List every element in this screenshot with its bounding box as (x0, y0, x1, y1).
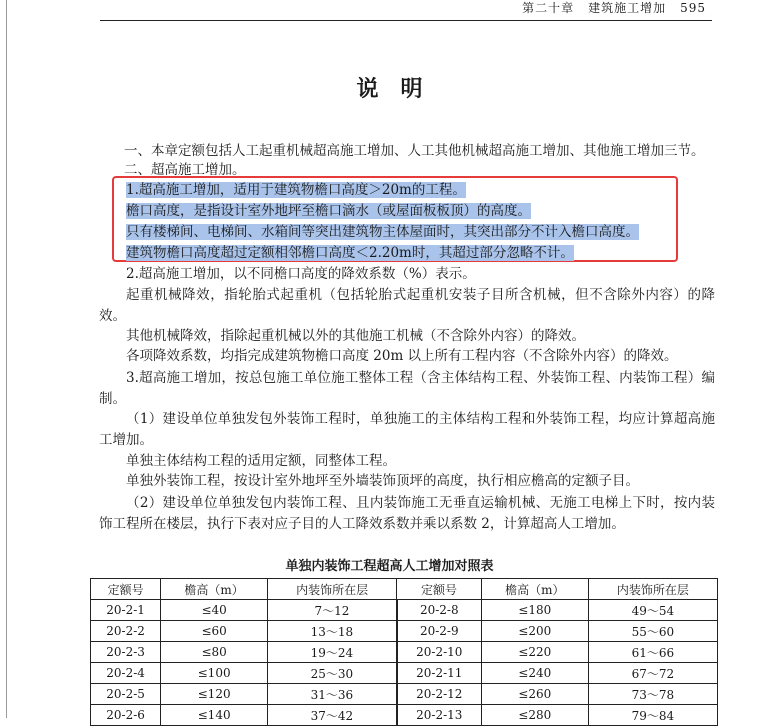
table-cell: ≤140 (161, 705, 268, 726)
column-header: 内装饰所在层 (268, 579, 397, 600)
table-cell: ≤80 (161, 642, 268, 663)
column-header: 定额号 (91, 579, 161, 600)
table-cell: 20-2-11 (397, 663, 482, 684)
table-cell: ≤200 (481, 621, 588, 642)
table-cell: 20-2-13 (397, 705, 482, 726)
table-cell: ≤40 (161, 600, 268, 621)
table-cell: 79～84 (588, 705, 717, 726)
paragraph-other-machinery: 其他机械降效，指除起重机械以外的其他施工机械（不含除外内容）的降效。 (126, 328, 585, 344)
page-title: 说明 (356, 76, 445, 102)
paragraph-section-two: 二、超高施工增加。 (124, 162, 246, 178)
page-edge (6, 0, 7, 718)
paragraph-general-contract: 3.超高施工增加，按总包施工单位施工整体工程（含主体结构工程、外装饰工程、内装饰工程）编制。 (99, 370, 715, 407)
table-cell: ≤180 (481, 600, 588, 621)
table-row (91, 600, 718, 621)
table-cell: ≤280 (481, 705, 588, 726)
table-row (91, 621, 718, 642)
paragraph-exterior-only: 单独外装饰工程，按设计室外地坪至外墙装饰顶坪的高度，执行相应檐高的定额子目。 (126, 473, 639, 489)
table-cell: 25～30 (268, 663, 397, 684)
table-row (91, 705, 718, 726)
table-cell: 67～72 (588, 663, 717, 684)
table-cell: 20-2-1 (91, 600, 161, 621)
paragraph-coefficient: 2.超高施工增加，以不同檐口高度的降效系数（%）表示。 (126, 266, 476, 282)
table-cell: ≤120 (161, 684, 268, 705)
paragraph-exterior-decoration: （1）建设单位单独发包外装饰工程时，单独施工的主体结构工程和外装饰工程，均应计算超高施工增加。 (99, 411, 715, 448)
table-row (91, 663, 718, 684)
table-cell: 73～78 (588, 684, 717, 705)
column-header: 定额号 (397, 579, 482, 600)
table-header-row (91, 579, 718, 600)
table-cell: 49～54 (588, 600, 717, 621)
table-cell: 61～66 (588, 642, 717, 663)
table-cell: ≤100 (161, 663, 268, 684)
column-header: 檐高（m） (481, 579, 588, 600)
highlighted-line-1[interactable]: 1.超高施工增加，适用于建筑物檐口高度＞20m的工程。 (126, 182, 466, 198)
page-number: 595 (680, 1, 706, 15)
table-cell: ≤60 (161, 621, 268, 642)
paragraph-interior-decoration: （2）建设单位单独发包内装饰工程、且内装饰施工无垂直运输机械、无施工电梯上下时，按内装饰工程所在楼层，执行下表对应子目的人工降效系数并乘以系数 2，计算超高人工增加。 (99, 495, 715, 532)
table-row (91, 642, 718, 663)
table-cell: 55～60 (588, 621, 717, 642)
highlighted-line-2[interactable]: 檐口高度，是指设计室外地坪至檐口滴水（或屋面板板顶）的高度。 (126, 203, 531, 219)
table-cell: ≤220 (481, 642, 588, 663)
table-cell: 20-2-10 (397, 642, 482, 663)
table-cell: 20-2-2 (91, 621, 161, 642)
table-cell: 20-2-6 (91, 705, 161, 726)
table-cell: 20-2-8 (397, 600, 482, 621)
table-cell: 19～24 (268, 642, 397, 663)
section-label: 建筑施工增加 (588, 1, 667, 15)
paragraph-crane-efficiency: 起重机械降效，指轮胎式起重机（包括轮胎式起重机安装子目所含机械，但不含除外内容）的降效。 (99, 287, 715, 324)
table-cell: ≤240 (481, 663, 588, 684)
table-cell: 20-2-5 (91, 684, 161, 705)
column-header: 内装饰所在层 (588, 579, 717, 600)
chapter-label: 第二十章 (522, 1, 575, 15)
height-comparison-table (90, 578, 718, 726)
paragraph-scope: 一、本章定额包括人工起重机械超高施工增加、人工其他机械超高施工增加、其他施工增加三节。 (124, 143, 705, 159)
running-header (100, 0, 712, 21)
table-cell: 20-2-4 (91, 663, 161, 684)
table-title: 单独内装饰工程超高人工增加对照表 (285, 559, 494, 574)
table-cell: 37～42 (268, 705, 397, 726)
column-header: 檐高（m） (161, 579, 268, 600)
table-cell: ≤260 (481, 684, 588, 705)
table-row (91, 684, 718, 705)
table-cell: 31～36 (268, 684, 397, 705)
paragraph-coefficients: 各项降效系数，均指完成建筑物檐口高度 20m 以上所有工程内容（不含除外内容）的降效。 (126, 348, 678, 364)
highlighted-line-4[interactable]: 建筑物檐口高度超过定额相邻檐口高度＜2.20m时，其超过部分忽略不计。 (126, 245, 574, 261)
table-cell: 20-2-12 (397, 684, 482, 705)
paragraph-main-structure: 单独主体结构工程的适用定额，同整体工程。 (126, 453, 396, 469)
highlighted-line-3[interactable]: 只有楼梯间、电梯间、水箱间等突出建筑物主体屋面时，其突出部分不计入檐口高度。 (126, 224, 639, 240)
table-cell: 7～12 (268, 600, 397, 621)
table-cell: 20-2-3 (91, 642, 161, 663)
table-cell: 20-2-9 (397, 621, 482, 642)
table-cell: 13～18 (268, 621, 397, 642)
